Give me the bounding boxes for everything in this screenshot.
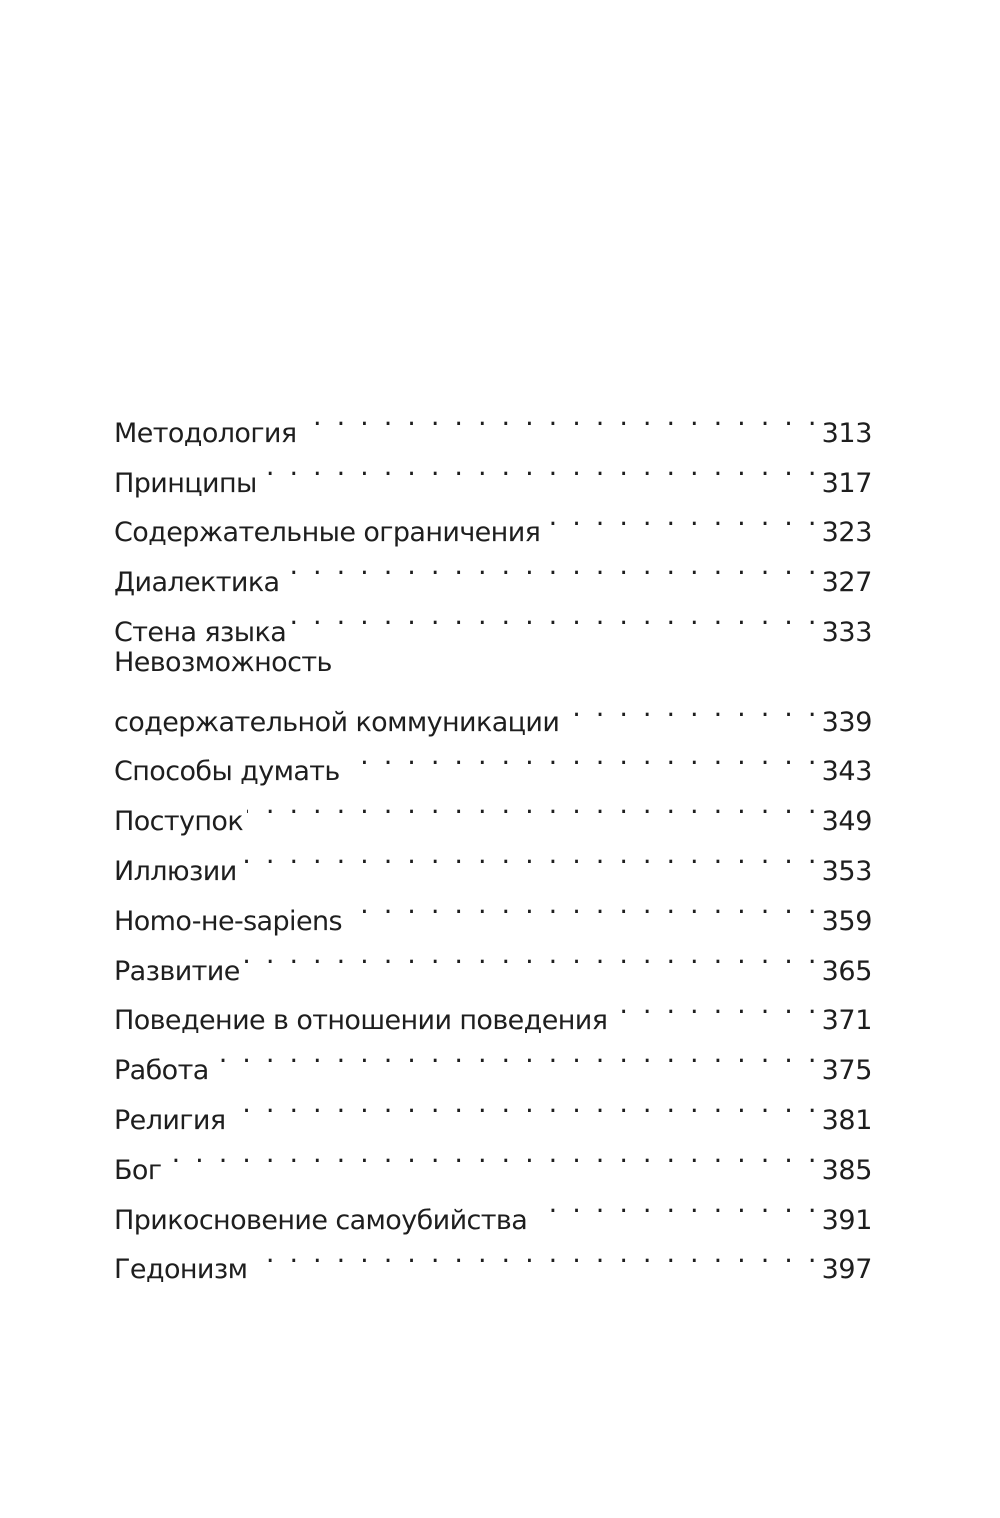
toc-entry-development[interactable]: [114, 930, 872, 987]
toc-entry-title: Гедонизм: [114, 1254, 248, 1286]
table-of-contents: [114, 392, 872, 1286]
toc-entry-page: 397: [821, 1254, 872, 1286]
toc-entry-title: Содержательные ограничения: [114, 517, 541, 549]
dot-leader: [165, 1129, 819, 1179]
toc-entry-title: Прикосновение самоубийства: [114, 1204, 528, 1236]
toc-entry-title: Homo-не-sapiens: [114, 905, 342, 937]
toc-entry-ways-to-think[interactable]: [114, 731, 872, 788]
toc-entry-title: Способы думать: [114, 756, 340, 788]
dot-leader: [244, 930, 820, 980]
toc-entry-page: 359: [821, 905, 872, 937]
dot-leader: [611, 980, 819, 1030]
dot-leader: [344, 731, 820, 781]
dot-leader: [284, 541, 820, 591]
toc-entry-hedonism[interactable]: [114, 1229, 872, 1286]
toc-entry-god[interactable]: [114, 1129, 872, 1186]
toc-entry-principles[interactable]: [114, 442, 872, 499]
dot-leader: [241, 830, 820, 880]
toc-entry-content-limits[interactable]: [114, 492, 872, 549]
toc-entry-title: Принципы: [114, 467, 257, 499]
toc-entry-page: 353: [821, 855, 872, 887]
toc-entry-dialectics[interactable]: [114, 541, 872, 599]
dot-leader: [251, 1229, 819, 1279]
toc-entry-behavior[interactable]: [114, 980, 872, 1037]
dot-leader: [290, 591, 820, 641]
toc-entry-title: Бог: [114, 1154, 162, 1186]
toc-entry-page: 385: [821, 1154, 872, 1186]
toc-entry-title: Иллюзии: [114, 855, 237, 887]
dot-leader: [301, 392, 820, 442]
toc-entry-page: 333: [821, 616, 872, 648]
toc-entry-page: 365: [821, 955, 872, 987]
toc-entry-title: Диалектика: [114, 567, 280, 599]
dot-leader: [563, 686, 819, 731]
toc-entry-title: Поступок: [114, 806, 244, 838]
toc-entry-homo-ne-sapiens[interactable]: [114, 880, 872, 937]
toc-entry-deed[interactable]: [114, 780, 872, 838]
dot-leader: [531, 1179, 819, 1229]
toc-entry-page: 327: [821, 567, 872, 599]
toc-entry-title-line2: содержательной коммуникации: [114, 706, 560, 738]
toc-entry-title: Стена языка: [114, 616, 287, 648]
toc-entry-page: 323: [821, 517, 872, 549]
toc-entry-page: 381: [821, 1104, 872, 1136]
toc-entry-page: 317: [821, 467, 872, 499]
dot-leader: [213, 1029, 820, 1079]
toc-entry-page: 391: [821, 1204, 872, 1236]
toc-entry-communication[interactable]: [114, 641, 872, 738]
toc-entry-page: 371: [821, 1005, 872, 1037]
toc-entry-page: 339: [821, 706, 872, 738]
toc-entry-page: 313: [821, 417, 872, 449]
toc-entry-page: 349: [821, 806, 872, 838]
toc-entry-title: Развитие: [114, 955, 240, 987]
toc-entry-wall-of-language[interactable]: [114, 591, 872, 648]
dot-leader: [229, 1079, 819, 1129]
toc-entry-religion[interactable]: [114, 1079, 872, 1136]
toc-entry-title: Методология: [114, 417, 297, 449]
toc-entry-title: Религия: [114, 1104, 226, 1136]
toc-entry-page: 375: [821, 1055, 872, 1087]
toc-entry-title: Работа: [114, 1055, 209, 1087]
dot-leader: [261, 442, 820, 492]
toc-entry-title-line1: Невозможность: [114, 646, 332, 678]
toc-entry-title: Поведение в отношении поведения: [114, 1005, 608, 1037]
toc-entry-page: 343: [821, 756, 872, 788]
dot-leader: [544, 492, 819, 542]
toc-entry-methodology[interactable]: [114, 392, 872, 449]
dot-leader: [346, 880, 820, 930]
toc-entry-illusions[interactable]: [114, 830, 872, 887]
toc-entry-work[interactable]: [114, 1029, 872, 1087]
toc-entry-suicide[interactable]: [114, 1179, 872, 1236]
dot-leader: [247, 780, 820, 830]
